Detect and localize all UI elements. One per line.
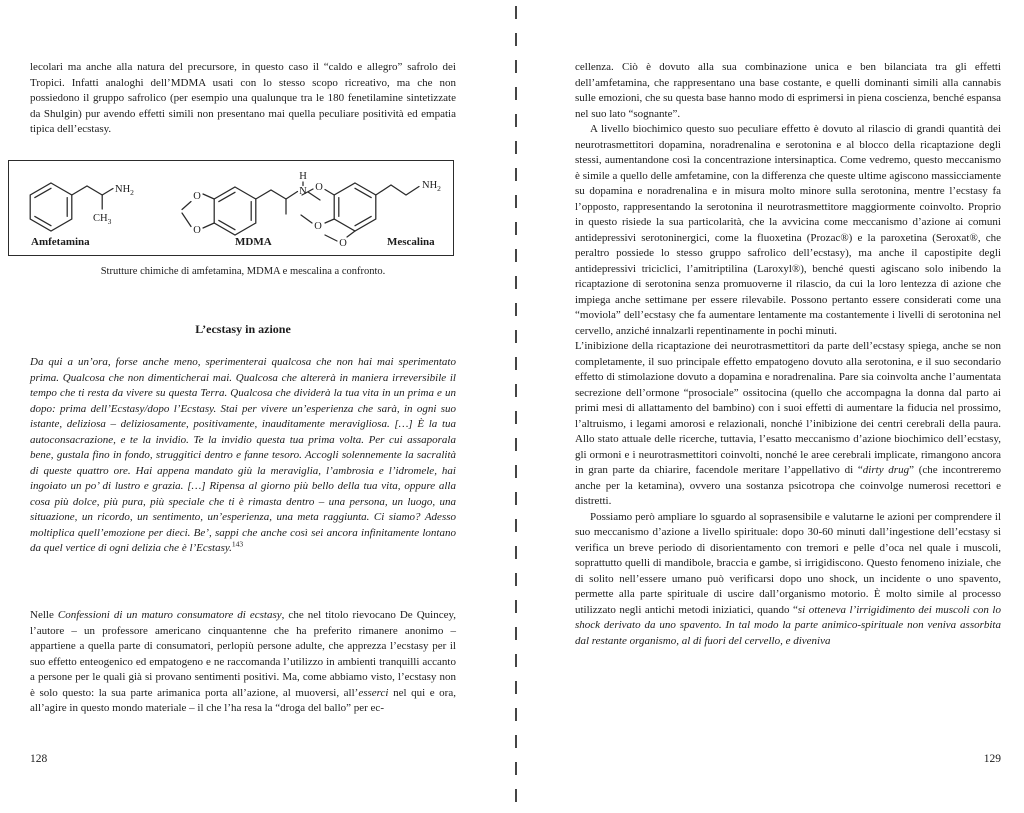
section-heading: L’ecstasy in azione xyxy=(195,322,291,336)
page-right xyxy=(575,0,1001,813)
amine-atom-label: $NH_2$ xyxy=(422,180,441,193)
paragraph-soprasensibile: Possiamo però ampliare lo sguardo al soprasensibile e valutarne le azioni per comprendere il suo meccanismo d’azione a livello spirituale: dopo 30-60 minuti dall’ingestione dell’ecstasy si verifica un breve periodo di disorientamento con tremori e pelle d’oca nel quale i muscoli, soprattutto quelli di mandibole, braccia e gambe, si irrigidiscono. Questo fenomeno iniziale, che di solito nell’essere umano può verificarsi dopo uno shock, un incidente o uno spavento, permette alla parte spirituale di uscire dall’organismo motorio. È molto simile al processo utilizzato negli antichi metodi iniziatici, quando “si otteneva l’irrigidimento dei muscoli con lo shock derivato da uno spavento. In tal modo la parte animico-spirituale non veniva assorbita dal restante organismo, al di fuori del cervello, e diveniva xyxy=(575,510,1001,647)
paragraph-inibizione: L’inibizione della ricaptazione dei neurotrasmettitori da parte dell’ecstasy spiega, anche se non completamente, il suo principale effetto empatogeno dovuto alla serotonina, e il suo secondario effetto di stimolazione dovuto a dopamina e noradrenalina. Pare sia coinvolta anche l’aumentata secrezione dell’ormone “prosociale” ossitocina (quello che accompagna la donna dal parto ai primi mesi di allattamento del bambino) con i suoi effetti di aumentare la fiducia nel prossimo, l’altruismo, i legami amorosi e relazionali, nonché l’inibizione dei centri cerebrali della paura. Allo stato attuale delle ricerche, tuttavia, l’esatto meccanismo d’azione biochimico dell’ecstasy, gli ormoni e i neurotrasmettitori coinvolti, nonché le aree cerebrali implicate, rimangono ancora in gran parte da chiarire, facendole meritare l’appellativo di “dirty drug” (che incontreremo anche per la ketamina), ovvero una sostanza psicotropa che coinvolge numerosi recettori e distretti. xyxy=(575,340,1002,507)
methoxy-oxygen-mid: O xyxy=(314,221,322,232)
mdma-label: MDMA xyxy=(235,236,272,248)
paragraph-precursore: lecolari ma anche alla natura del precursore, in questo caso il “caldo e allegro” safrolo dei Tropici. Infatti analoghi dell’MDMA usati con lo stesso scopo ricreativo, ma che non possiedono il gruppo safrolico (per esempio una qualunque tra le 180 fenetilamine sintetizzate da Shulgin) pur avendo effetti simili non presentano mai quella peculiare positività ed empatia tipica dell’ecstasy. xyxy=(30,61,456,135)
paragraph-biochimico: A livello biochimico questo suo peculiare effetto è dovuto al rilascio di grandi quantità dei neurotrasmettitori dopamina, noradrenalina e serotonina e al blocco della ricaptazione degli stessi, aumentandone così la concentrazione intersinaptica. Come vedremo, questo meccanismo è simile a quello delle amfetamine, con la differenza che queste ultime agiscono massicciamente su dopamina e noradrenalina e in misura molto minore sulla serotonina, mentre l’ecstasy fa l’opposto, rappresentando la serotonina il neurotrasmettitore maggiormente coinvolto. Proprio in questo risiede la sua particolarità, che la avvicina come meccanismo d’azione ai comuni antidepressivi serotoninergici, come la fluoxetina (Prozac®) e la paroxetina (Seroxat®, che peraltro possiede lo stesso gruppo safrolico dell’ecstasy), ma anche il capostipite degli antidepressivi triciclici, l’amitriptilina (Laroxyl®), benché questi agiscano solo inibendo la ricaptazione di serotonina senza promuoverne il rilascio, da cui la loro lentezza di azione che impiega anche settimane per essere rilevabile. Possono pertanto essere considerati come una “moviola” dell’ecstasy che fa aumentare lentamente ma costantemente i livelli di serotonina nel cervello, anziché innalzarli repentinamente in pochi minuti. xyxy=(575,123,1001,337)
binding-dashed-line xyxy=(515,6,517,807)
dioxole-oxygen-bottom: O xyxy=(193,225,201,236)
methoxy-oxygen-top: O xyxy=(315,182,323,193)
amphetamine-label: Amfetamina xyxy=(31,236,90,248)
mescaline-label: Mescalina xyxy=(387,236,435,248)
page-left xyxy=(30,0,456,813)
figure-caption: Strutture chimiche di amfetamina, MDMA e mescalina a confronto. xyxy=(100,266,386,277)
chemical-structures-figure xyxy=(8,160,454,256)
paragraph-combinazione: cellenza. Ciò è dovuto alla sua combinazione unica e ben bilanciata tra gli effetti dell’amfetamina, che rappresentano una base costante, e quelli dominanti simili alla cannabis sulle emozioni, che su questa base hanno modo di esprimersi in piena coscienza, benché espansa nel suo lato “sognante”. xyxy=(575,61,1001,120)
nitrogen-atom-label: N xyxy=(299,186,307,197)
right-text-column xyxy=(575,60,1001,649)
paragraph-confessioni: Nelle Confessioni di un maturo consumatore di ecstasy, che nel titolo rievocano De Quincey, l’autore – un professore americano cinquantenne che ha preferito rimanere anonimo – appartiene a quella parte di consumatori, perlopiù persone adulte, che apprezza l’ecstasy per il suo effetto enteogenico ed empatogeno e ne raccomanda l’utilizzo in ambienti tranquilli accanto a persone per le quali già si provano sentimenti positivi. Ma, come abbiamo visto, l’ecstasy non è solo questo: la sua parte arimanica porta all’azione, al muoversi, all’esserci nel qui e ora, all’agire in questo mondo materiale – il che l’ha resa la “droga del ballo” per ec- xyxy=(30,609,456,714)
page-number-left: 128 xyxy=(30,753,48,765)
nh-hydrogen-label: H xyxy=(299,171,307,182)
amphetamine-structure xyxy=(17,169,157,241)
amine-atom-label: $NH_2$ xyxy=(115,184,134,197)
dioxole-oxygen-top: O xyxy=(193,191,201,202)
page-number-right: 129 xyxy=(983,753,1001,765)
methyl-atom-label: $CH_3$ xyxy=(93,213,112,226)
block-quote: Da qui a un’ora, forse anche meno, sperimenterai qualcosa che non hai mai sperimentato prima. Qualcosa che non dimenticherai mai. Qualcosa che altererà in maniera irreversibile il tempo che ti resta da vivere su questa Terra. Qualcosa che dividerà la tua vita in un prima e un dopo: prima dell’Ecstasy/dopo l’Ecstasy. Stai per vivere un’esperienza che sarà, in ogni suo istante, deliziosa – deliziosamente, positivamente, inauditamente meravigliosa. […] È la tua autoconsacrazione, e te la invidio. Te la invidio questa tua prima volta. Per cui assaporala bene, gustala fino in fondo, struggitici dentro e fanne tesoro. Accogli solennemente la sacralità di queste quattro ore. Hai appena mandato giù la meraviglia, l’ambrosia e l’idromele, hai ingoiato un po’ di lustro e grazia. […] Ripensa al giorno più bello della tua vita, oppure alla cosa più dolce, più pura, più speciale che ti è rimasta dentro – una persona, un luogo, una situazione, un ricordo, un sentimento, un’esperienza, una meta raggiunta. Ci siamo? Adesso moltiplica quell’emozione per dieci. Be’, sappi che anche così sei ancora infinitamente lontano da quel vertice di ogni delizia che è l’Ecstasy.$^{143}$ xyxy=(30,356,456,554)
methoxy-oxygen-bottom: O xyxy=(339,238,347,249)
